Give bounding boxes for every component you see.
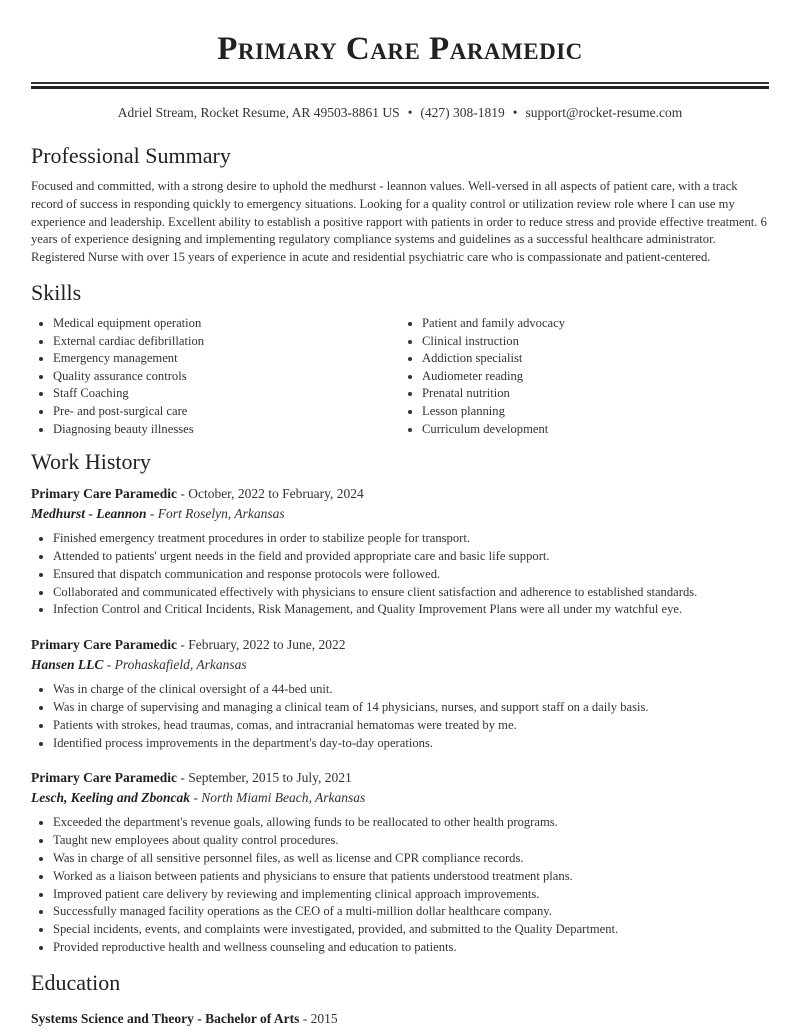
skill-item: • Quality assurance controls xyxy=(53,368,400,386)
title-divider-thick xyxy=(31,86,769,89)
skill-item: • Addiction specialist xyxy=(422,350,769,368)
skill-item: • Prenatal nutrition xyxy=(422,385,769,403)
job-title-line xyxy=(31,635,769,655)
job-bullet: • Taught new employees about quality control procedures. xyxy=(53,832,769,850)
job-bullet: • Was in charge of supervising and managing a clinical team of 14 physicians, nurses, and support staff on a daily basis. xyxy=(53,699,769,717)
job-entry xyxy=(31,635,769,752)
job-bullets xyxy=(31,814,769,956)
skill-item: • Pre- and post-surgical care xyxy=(53,403,400,421)
education-entry xyxy=(31,1009,769,1029)
skill-item: • Curriculum development xyxy=(422,421,769,439)
skill-item: • Medical equipment operation xyxy=(53,315,400,333)
employer-line xyxy=(31,504,769,524)
contact-email: support@rocket-resume.com xyxy=(525,105,683,120)
job-bullet: • Worked as a liaison between patients and physicians to ensure that patients understood treatment plans. xyxy=(53,868,769,886)
skill-item: • Clinical instruction xyxy=(422,333,769,351)
employer-location: - Prohaskafield, Arkansas xyxy=(103,657,247,673)
skills-list-left xyxy=(31,315,400,438)
skills-list-right xyxy=(400,315,769,438)
job-dates: - September, 2015 to July, 2021 xyxy=(176,770,352,786)
education-heading: Education xyxy=(31,969,121,995)
employer-location: - Fort Roselyn, Arkansas xyxy=(146,506,285,522)
skill-item: • Lesson planning xyxy=(422,403,769,421)
employer-location: - North Miami Beach, Arkansas xyxy=(190,790,366,806)
job-bullet: • Collaborated and communicated effectively with physicians to ensure client satisfaction and adherence to established standards. xyxy=(53,584,769,602)
skill-item: • Audiometer reading xyxy=(422,368,769,386)
contact-address: Adriel Stream, Rocket Resume, AR 49503-8861 US xyxy=(117,105,400,120)
job-bullets xyxy=(31,530,769,619)
job-entry xyxy=(31,484,769,619)
summary-heading: Professional Summary xyxy=(31,143,231,168)
summary-text: Focused and committed, with a strong desire to uphold the medhurst - leannon values. Well-versed in all aspects of patient care, with a track record of success in responding quickly to emergency situations. Looking for a quality control or utilization review role where I can use my experience and leadership. Excellent ability to establish a positive rapport with patients in order to reduce stress and provide effective treatment. 6 years of experience designing and implementing regulatory compliance systems and guidelines as a successful healthcare administrator. Registered Nurse with over 15 years of experience in acute and residential psychiatric care who is compassionate and patient-centered. xyxy=(31,179,767,265)
job-bullet: • Infection Control and Critical Incidents, Risk Management, and Quality Improvement Plans were all under my watchful eye. xyxy=(53,601,769,619)
contact-phone: (427) 308-1819 xyxy=(420,105,505,120)
job-dates: - October, 2022 to February, 2024 xyxy=(176,486,364,502)
job-bullets xyxy=(31,681,769,752)
skills-columns xyxy=(31,315,769,438)
employer-name: Hansen LLC xyxy=(31,657,104,673)
job-bullet: • Successfully managed facility operations as the CEO of a multi-million dollar healthcare company. xyxy=(53,903,769,921)
job-bullet: • Was in charge of all sensitive personnel files, as well as license and CPR compliance records. xyxy=(53,850,769,868)
job-bullet: • Ensured that dispatch communication and response protocols were followed. xyxy=(53,566,769,584)
resume-title: Primary Care Paramedic xyxy=(217,31,583,67)
job-bullet: • Finished emergency treatment procedures in order to stabilize people for transport. xyxy=(53,530,769,548)
job-title-line xyxy=(31,768,769,788)
job-title: Primary Care Paramedic xyxy=(31,486,177,502)
job-bullet: • Exceeded the department's revenue goals, allowing funds to be reallocated to other health programs. xyxy=(53,814,769,832)
job-bullet: • Provided reproductive health and wellness counseling and education to patients. xyxy=(53,939,769,957)
skill-item: • Staff Coaching xyxy=(53,385,400,403)
job-title: Primary Care Paramedic xyxy=(31,770,177,786)
skills-heading: Skills xyxy=(31,279,82,305)
employer-line xyxy=(31,788,769,808)
skill-item: • Patient and family advocacy xyxy=(422,315,769,333)
job-dates: - February, 2022 to June, 2022 xyxy=(176,637,346,653)
skill-item: • External cardiac defibrillation xyxy=(53,333,400,351)
employer-name: Lesch, Keeling and Zboncak xyxy=(31,790,190,806)
skill-item: • Emergency management xyxy=(53,350,400,368)
skill-item: • Diagnosing beauty illnesses xyxy=(53,421,400,439)
job-bullet: • Special incidents, events, and complaints were investigated, provided, and submitted to the Quality Department. xyxy=(53,921,769,939)
contact-line xyxy=(31,103,769,123)
contact-separator: • xyxy=(407,105,413,120)
title-divider-thin xyxy=(31,82,769,84)
job-title-line xyxy=(31,484,769,504)
job-bullet: • Was in charge of the clinical oversight of a 44-bed unit. xyxy=(53,681,769,699)
work-history-heading: Work History xyxy=(31,449,151,475)
employer-name: Medhurst - Leannon xyxy=(31,506,147,522)
job-entry xyxy=(31,768,769,956)
contact-separator: • xyxy=(512,105,518,120)
job-title: Primary Care Paramedic xyxy=(31,637,177,653)
job-bullet: • Attended to patients' urgent needs in the field and provided appropriate care and basic life support. xyxy=(53,548,769,566)
job-bullet: • Improved patient care delivery by reviewing and implementing clinical approach improvements. xyxy=(53,886,769,904)
job-bullet: • Identified process improvements in the department's day-to-day operations. xyxy=(53,735,769,753)
degree-year: - 2015 xyxy=(299,1010,338,1026)
degree-name: Systems Science and Theory - Bachelor of Arts xyxy=(31,1010,300,1026)
job-bullet: • Patients with strokes, head traumas, comas, and intracranial hematomas were treated by me. xyxy=(53,717,769,735)
employer-line xyxy=(31,655,769,675)
